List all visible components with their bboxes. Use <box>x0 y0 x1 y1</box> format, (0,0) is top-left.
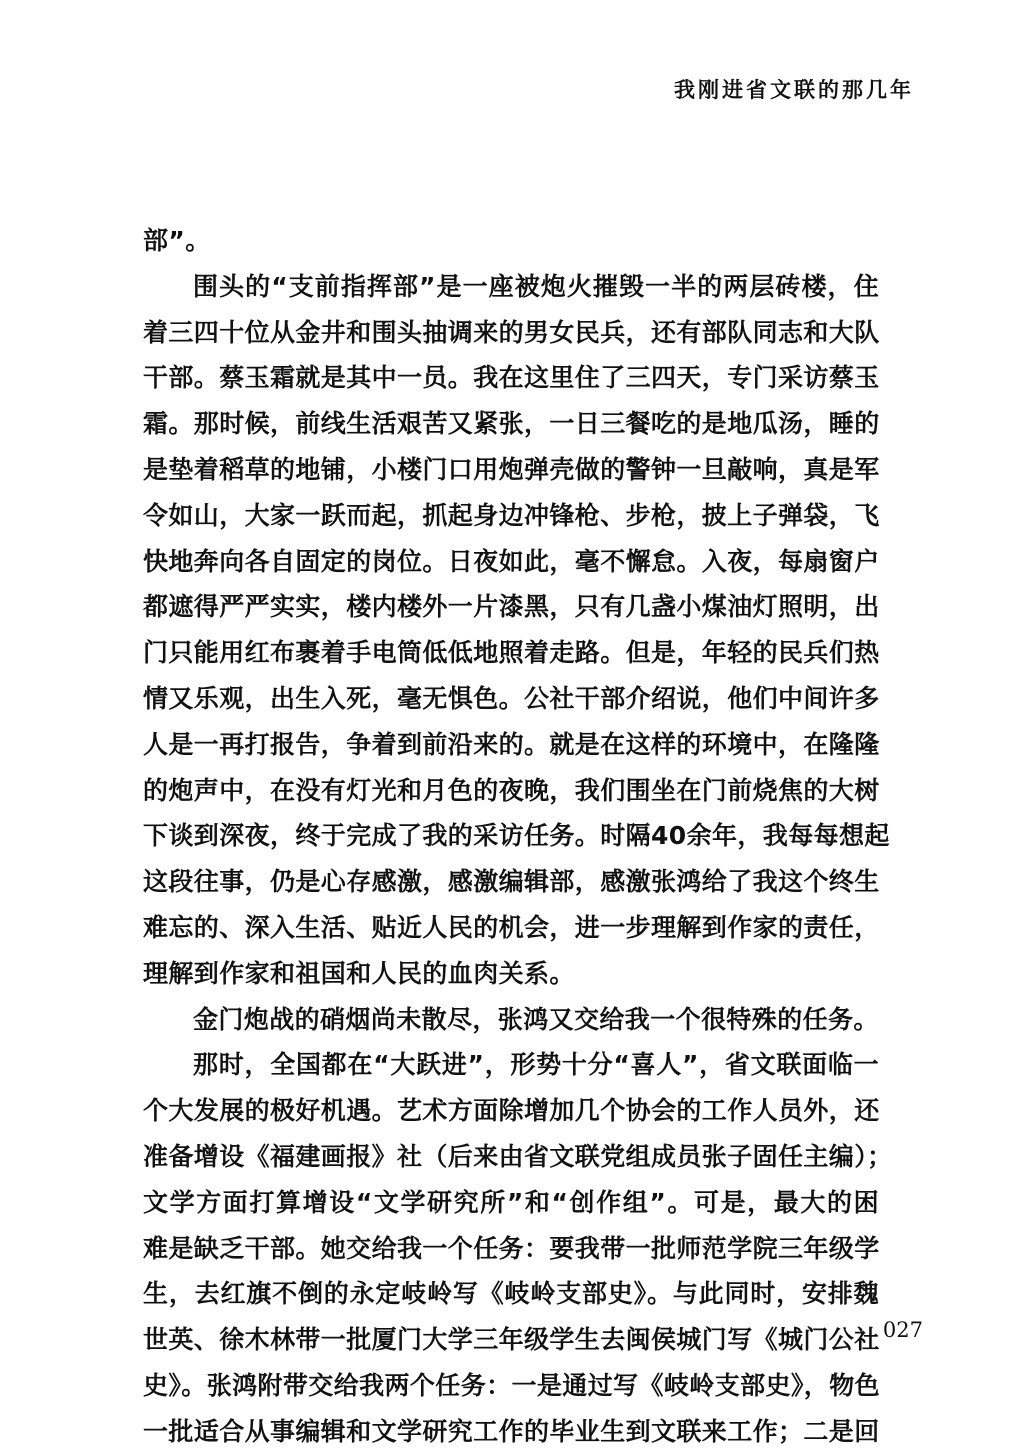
text-line: 着三四十位从金井和围头抽调来的男女民兵，还有部队同志和大队 <box>143 317 880 347</box>
page-number: 027 <box>882 1318 923 1342</box>
text-line: 门只能用红布裹着手电筒低低地照着走路。但是，年轻的民兵们热 <box>143 638 880 668</box>
text-line: 都遮得严严实实，楼内楼外一片漆黑，只有几盏小煤油灯照明，出 <box>143 592 880 622</box>
text-line: 难忘的、深入生活、贴近人民的机会，进一步理解到作家的责任， <box>143 912 880 942</box>
text-line: 下谈到深夜，终于完成了我的采访任务。时隔40余年，我每每想起 <box>143 821 890 851</box>
text-line: 一批适合从事编辑和文学研究工作的毕业生到文联来工作；二是回 <box>143 1416 880 1446</box>
text-line: 霜。那时候，前线生活艰苦又紧张，一日三餐吃的是地瓜汤，睡的 <box>143 409 880 439</box>
text-line: 的炮声中，在没有灯光和月色的夜晚，我们围坐在门前烧焦的大树 <box>143 775 880 805</box>
text-line: 这段往事，仍是心存感激，感激编辑部，感激张鸿给了我这个终生 <box>143 867 880 897</box>
text-line: 金门炮战的硝烟尚未散尽，张鸿又交给我一个很特殊的任务。 <box>193 1004 879 1034</box>
text-line: 史》。张鸿附带交给我两个任务：一是通过写《岐岭支部史》，物色 <box>143 1370 881 1400</box>
text-line: 快地奔向各自固定的岗位。日夜如此，毫不懈怠。入夜，每扇窗户 <box>143 546 880 576</box>
text-line: 个大发展的极好机遇。艺术方面除增加几个协会的工作人员外，还 <box>143 1096 880 1126</box>
text-line: 难是缺乏干部。她交给我一个任务：要我带一批师范学院三年级学 <box>143 1233 880 1263</box>
text-line: 那时，全国都在“大跃进”，形势十分“喜人”，省文联面临一 <box>193 1050 879 1080</box>
body-text <box>143 218 893 1455</box>
text-line: 理解到作家和祖国和人民的血肉关系。 <box>143 958 575 988</box>
text-line: 干部。蔡玉霜就是其中一员。我在这里住了三四天，专门采访蔡玉 <box>143 363 880 393</box>
text-line: 情又乐观，出生入死，毫无惧色。公社干部介绍说，他们中间许多 <box>143 683 880 713</box>
text-line: 部”。 <box>143 226 211 255</box>
running-header: 我刚进省文联的那几年 <box>674 78 914 102</box>
text-line: 世英、徐木林带一批厦门大学三年级学生去闽侯城门写《城门公社 <box>143 1325 880 1355</box>
text-line: 人是一再打报告，争着到前沿来的。就是在这样的环境中，在隆隆 <box>143 729 880 759</box>
text-line: 是垫着稻草的地铺，小楼门口用炮弹壳做的警钟一旦敲响，真是军 <box>143 454 880 484</box>
text-line: 令如山，大家一跃而起，抓起身边冲锋枪、步枪，披上子弹袋，飞 <box>143 500 880 530</box>
text-line: 文学方面打算增设“文学研究所”和“创作组”。可是，最大的困 <box>143 1187 879 1217</box>
text-line: 围头的“支前指挥部”是一座被炮火摧毁一半的两层砖楼，住 <box>193 271 879 301</box>
text-line: 准备增设《福建画报》社（后来由省文联党组成员张子固任主编）； <box>143 1141 893 1171</box>
text-line: 生，去红旗不倒的永定岐岭写《岐岭支部史》。与此同时，安排魏 <box>143 1279 879 1309</box>
